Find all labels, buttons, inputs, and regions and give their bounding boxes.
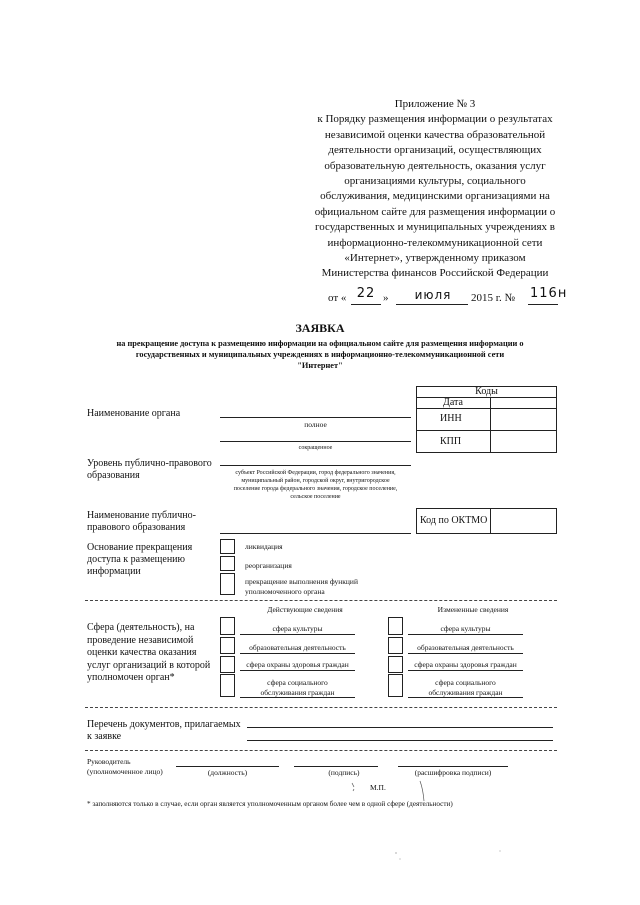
form-subtitle-line: "Интернет" — [297, 361, 343, 370]
appendix-line: обслуживания, медицинскими организациями на — [320, 190, 550, 203]
basis-liquidation-checkbox[interactable] — [220, 539, 235, 554]
org-short-caption: сокращенное — [298, 445, 333, 451]
footnote: * заполняются только в случае, если орган является уполномоченным органом более чем в одной сфере (деятельности) — [87, 800, 453, 808]
level-caption-line: сельское поселение — [290, 494, 341, 500]
sphere-label-line: проведение независимой — [87, 634, 194, 646]
basis-label-line: информации — [87, 566, 141, 577]
signer-label-line: (уполномоченное лицо) — [87, 767, 163, 776]
basis-label — [87, 542, 192, 578]
appendix-line: «Интернет», утвержденному приказом — [344, 252, 526, 265]
form-title: ЗАЯВКА — [295, 321, 345, 335]
oktmo-label: Код по ОКТМО — [420, 515, 488, 526]
appendix-line: образовательную деятельность, оказания услуг — [324, 159, 546, 172]
docs-field-1[interactable] — [247, 727, 553, 728]
sphere-label-line: Сфера (деятельность), на — [87, 622, 195, 633]
level-label-line: образования — [87, 470, 140, 481]
kpp-field[interactable] — [491, 431, 556, 452]
order-day: 22 — [356, 286, 376, 301]
level-caption-line: поселение города федерального значения, городское поселение, — [233, 486, 398, 492]
appendix-header — [300, 97, 570, 282]
decode-caption: (расшифровка подписи) — [414, 768, 492, 777]
changed-education-checkbox[interactable] — [388, 637, 403, 654]
appendix-line: к Порядку размещения информации о результатах — [317, 113, 553, 126]
order-month: июля — [414, 288, 452, 302]
codes-kpp-label: КПП — [440, 436, 462, 447]
entity-label — [87, 510, 196, 534]
docs-label-line: Перечень документов, прилагаемых — [87, 719, 241, 730]
basis-reorganization-checkbox[interactable] — [220, 556, 235, 571]
order-prefix: от « — [328, 292, 347, 304]
codes-inn-label: ИНН — [440, 413, 462, 424]
position-field[interactable] — [176, 766, 279, 767]
sphere-label — [87, 622, 210, 685]
order-number: 116н — [530, 286, 568, 301]
changed-health-label: сфера охраны здоровья граждан — [414, 660, 517, 669]
current-social-checkbox[interactable] — [220, 674, 235, 697]
sphere-label-line: услуг организаций в которой — [87, 659, 211, 671]
level-caption — [220, 469, 411, 501]
entity-field[interactable] — [220, 533, 411, 534]
appendix-line: государственных и муниципальных учреждениях в — [315, 221, 555, 234]
appendix-line: Министерства финансов Российской Федерации — [321, 267, 549, 280]
date-field[interactable] — [491, 398, 556, 408]
current-education-label: образовательная деятельность — [249, 643, 346, 652]
form-subtitle-line: на прекращение доступа к размещению информации на официальном сайте для размещения информации о — [116, 339, 524, 348]
level-label-line: Уровень публично-правового — [87, 458, 212, 469]
current-culture-label: сфера культуры — [272, 624, 323, 633]
changed-social-checkbox[interactable] — [388, 674, 403, 697]
changed-health-checkbox[interactable] — [388, 656, 403, 673]
level-field[interactable] — [220, 465, 411, 466]
appendix-line: независимой оценки качества образовательной — [324, 128, 546, 141]
appendix-line: официальном сайте для размещения информации о — [314, 205, 556, 218]
appendix-line: информационно-телекоммуникационной сети — [327, 236, 543, 249]
codes-header: Коды — [475, 386, 498, 397]
form-subtitle — [20, 338, 620, 371]
changed-culture-label: сфера культуры — [440, 624, 491, 633]
basis-termination-line: уполномоченного органа — [245, 587, 325, 596]
changed-social-label — [408, 678, 523, 698]
current-education-checkbox[interactable] — [220, 637, 235, 654]
current-health-checkbox[interactable] — [220, 656, 235, 673]
current-social-line: сфера социального — [267, 678, 328, 687]
org-full-field[interactable] — [220, 417, 411, 418]
basis-liquidation-label: ликвидация — [245, 542, 283, 551]
sphere-label-line: оценки качества оказания — [87, 647, 197, 658]
org-label: Наименование органа — [87, 408, 181, 419]
appendix-line: организациями культуры, социального — [344, 175, 526, 188]
basis-termination-line: прекращение выполнения функций — [245, 577, 358, 586]
basis-label-line: Основание прекращения — [87, 542, 193, 553]
org-full-caption: полное — [304, 420, 327, 429]
changed-culture-checkbox[interactable] — [388, 617, 403, 635]
changed-social-line: обслуживания граждан — [428, 688, 503, 697]
decode-field[interactable] — [398, 766, 508, 767]
appendix-title: Приложение № 3 — [394, 98, 476, 110]
level-caption-line: муниципальный район, городской округ, внутригородское — [241, 478, 390, 484]
signer-label — [87, 757, 163, 777]
basis-reorganization-label: реорганизация — [245, 561, 292, 570]
docs-label-line: к заявке — [87, 731, 122, 742]
entity-label-line: Наименование публично- — [87, 510, 196, 521]
current-social-label — [240, 678, 355, 698]
oktmo-field[interactable] — [491, 509, 556, 533]
scan-dots — [380, 845, 520, 885]
appendix-line: деятельности организаций, осуществляющих — [328, 144, 542, 157]
signer-label-line: Руководитель — [87, 757, 131, 766]
changed-social-line: сфера социального — [435, 678, 496, 687]
sphere-label-line: уполномочен орган* — [87, 672, 175, 683]
level-label — [87, 458, 212, 482]
docs-field-2[interactable] — [247, 740, 553, 741]
current-health-label: сфера охраны здоровья граждан — [246, 660, 349, 669]
sphere-changed-header: Измененные сведения — [437, 605, 509, 614]
basis-label-line: доступа к размещению — [87, 554, 185, 565]
codes-date-label: Дата — [443, 397, 463, 408]
changed-education-label: образовательная деятельность — [417, 643, 514, 652]
basis-termination-checkbox[interactable] — [220, 573, 235, 595]
stamp-label: М.П. — [370, 783, 386, 792]
order-day-close: » — [383, 292, 389, 304]
sign-field[interactable] — [294, 766, 378, 767]
order-year: 2015 г. № — [471, 292, 516, 304]
entity-label-line: правового образования — [87, 522, 186, 533]
docs-label — [87, 719, 241, 743]
org-short-field[interactable] — [220, 441, 411, 442]
sphere-current-header: Действующие сведения — [267, 605, 343, 614]
position-caption: (должность) — [207, 768, 248, 777]
level-caption-line: субъект Российской Федерации, город федерального значения, — [235, 470, 396, 476]
sign-caption: (подпись) — [328, 768, 360, 777]
current-social-line: обслуживания граждан — [260, 688, 335, 697]
current-culture-checkbox[interactable] — [220, 617, 235, 635]
inn-field[interactable] — [491, 409, 556, 429]
form-subtitle-line: государственных и муниципальных учреждениях в информационно-телекоммуникационной сети — [135, 350, 505, 359]
basis-termination-label — [245, 577, 358, 597]
